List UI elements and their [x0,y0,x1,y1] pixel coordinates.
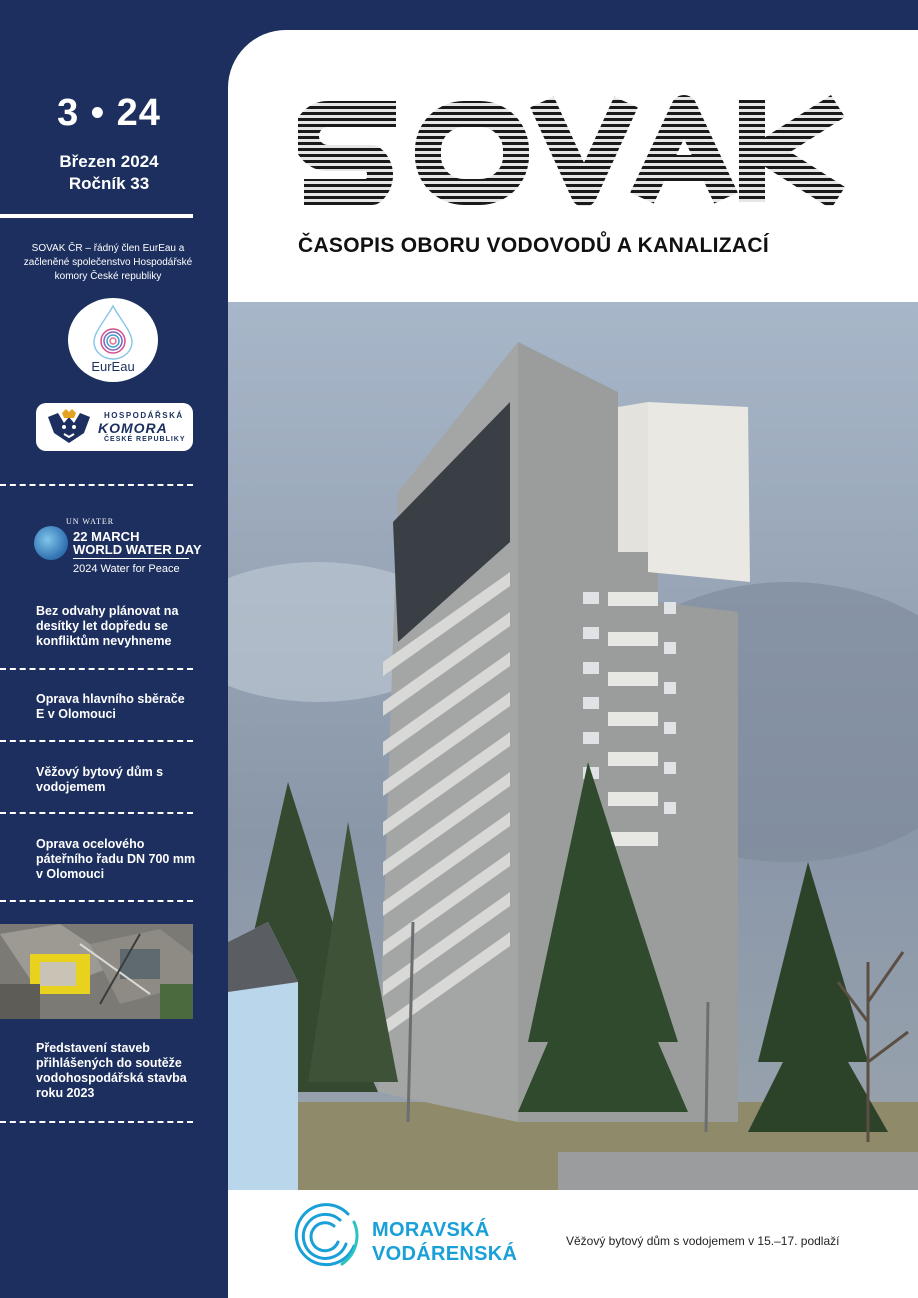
sidebar-divider [0,214,193,218]
wwd-underline [73,558,189,559]
membership-text: SOVAK ČR – řádný člen EurEau a začleněné společenstvo Hospodářské komory České republiky [23,243,193,282]
eureau-logo [68,298,158,382]
dashed-divider [0,900,193,902]
komora-line1: HOSPODÁŘSKÁ [104,411,184,420]
dashed-divider [0,484,193,486]
komora-logo [36,403,193,451]
cover-main [228,30,918,1298]
komora-line2: KOMORA [98,420,168,436]
toc-item[interactable]: Věžový bytový dům s vodojemem [36,765,164,794]
masthead-letters [304,100,838,202]
un-water-label: UN WATER [66,517,115,526]
toc-item[interactable]: Oprava ocelového páteřního řadu DN 700 mm v Olomouci [36,837,196,881]
wwd-title: WORLD WATER DAY [73,542,202,557]
issue-date [0,151,218,195]
dashed-divider [0,812,193,814]
construction-photo [0,924,193,1019]
cover-photo [228,302,918,1190]
water-drop-icon [90,304,136,360]
toc-item[interactable]: Představení staveb přihlášených do soutěže vodohospodářská stavba roku 2023 [36,1041,187,1100]
magazine-subtitle: ČASOPIS OBORU VODOVODŮ A KANALIZACÍ [298,234,769,257]
wwd-subtitle: 2024 Water for Peace [73,563,180,575]
toc-item[interactable]: Oprava hlavního sběrače E v Olomouci [36,692,185,721]
dashed-divider [0,1121,193,1123]
lion-crest-icon [44,409,94,445]
dashed-divider [0,740,193,742]
sidebar [0,0,228,1298]
masthead-logo [298,94,854,211]
issue-number: 3 • 24 [57,92,161,134]
sponsor-name [372,1218,517,1266]
sponsor-line1: MORAVSKÁ [372,1219,490,1241]
cover-caption: Věžový bytový dům s vodojemem v 15.–17. podlaží [566,1234,840,1248]
moravska-vodarenska-logo-icon [288,1200,364,1272]
eureau-label: EurEau [91,359,135,374]
toc-item[interactable]: Bez odvahy plánovat na desítky let dopředu se konfliktům nevyhneme [36,604,179,648]
issue-volume: Ročník 33 [68,174,150,193]
issue-month: Březen 2024 [59,152,159,171]
komora-line3: ČESKÉ REPUBLIKY [104,436,186,443]
globe-icon [34,526,68,560]
dashed-divider [0,668,193,670]
wwd-date: 22 MARCH [73,529,140,544]
sponsor-line2: VODÁRENSKÁ [372,1243,518,1265]
